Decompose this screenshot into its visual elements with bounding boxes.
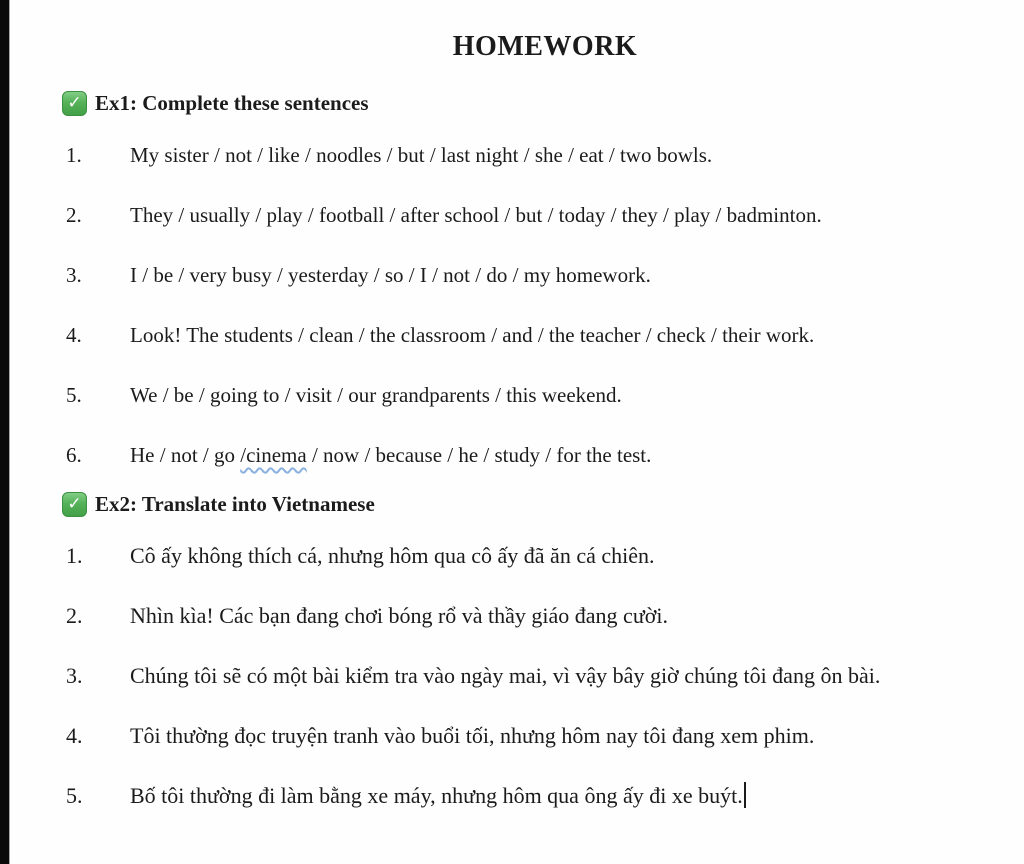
list-item-text-pre: He / not / go — [130, 443, 241, 467]
list-item — [66, 321, 1018, 350]
list-item-text: Tôi thường đọc truyện tranh vào buổi tối, nhưng hôm nay tôi đang xem phim. — [130, 723, 815, 748]
list-item-text: My sister / not / like / noodles / but / last night / she / eat / two bowls. — [130, 143, 713, 167]
list-item-text — [130, 781, 1018, 811]
list-item — [66, 381, 1018, 410]
list-item-number: 5. — [66, 783, 83, 808]
list-item-number: 3. — [66, 663, 83, 688]
list-item-text: We / be / going to / visit / our grandparents / this weekend. — [130, 383, 622, 407]
list-item — [66, 721, 1018, 751]
text-cursor — [744, 782, 746, 808]
list-item — [66, 781, 1018, 811]
list-item-text: I / be / very busy / yesterday / so / I / not / do / my homework. — [130, 263, 651, 287]
list-item-number: 2. — [66, 603, 83, 628]
list-item-text-post: / now / because / he / study / for the test. — [306, 443, 652, 467]
ex1-heading: Ex1: Complete these sentences — [95, 91, 369, 115]
list-item-number: 4. — [66, 723, 83, 748]
ex1-heading-row — [62, 90, 1014, 117]
ex2-heading: Ex2: Translate into Vietnamese — [95, 492, 375, 516]
list-item-number: 1. — [66, 543, 83, 568]
list-item — [66, 201, 1018, 230]
list-item-text: Look! The students / clean / the classroom / and / the teacher / check / their work. — [130, 323, 815, 347]
list-item — [66, 601, 1018, 631]
left-edge-bar — [0, 0, 10, 864]
list-item — [66, 261, 1018, 290]
document-title: HOMEWORK — [452, 31, 638, 62]
list-item-number: 1. — [66, 143, 82, 167]
check-icon: ✓ — [62, 492, 87, 517]
list-item-text: Chúng tôi sẽ có một bài kiểm tra vào ngày mai, vì vậy bây giờ chúng tôi đang ôn bài. — [130, 663, 881, 688]
list-item-number: 6. — [66, 443, 82, 467]
list-item-number: 3. — [66, 263, 82, 287]
list-item — [66, 441, 1018, 470]
list-item — [66, 661, 1018, 691]
list-item-text: They / usually / play / football / after school / but / today / they / play / badminton. — [130, 203, 822, 227]
list-item — [66, 141, 1018, 170]
list-item-number: 2. — [66, 203, 82, 227]
list-item-text-main: Bố tôi thường đi làm bằng xe máy, nhưng hôm qua ông ấy đi xe buýt. — [130, 783, 743, 808]
misspelled-word[interactable]: /cinema — [240, 443, 307, 467]
list-item-text: Cô ấy không thích cá, nhưng hôm qua cô ấy đã ăn cá chiên. — [130, 543, 655, 568]
ex2-heading-row — [62, 491, 1014, 518]
list-item-number: 5. — [66, 383, 82, 407]
check-icon: ✓ — [62, 91, 87, 116]
list-item-text — [130, 441, 1018, 470]
list-item — [66, 541, 1018, 571]
list-item-number: 4. — [66, 323, 82, 347]
list-item-text: Nhìn kìa! Các bạn đang chơi bóng rổ và thầy giáo đang cười. — [130, 603, 668, 628]
